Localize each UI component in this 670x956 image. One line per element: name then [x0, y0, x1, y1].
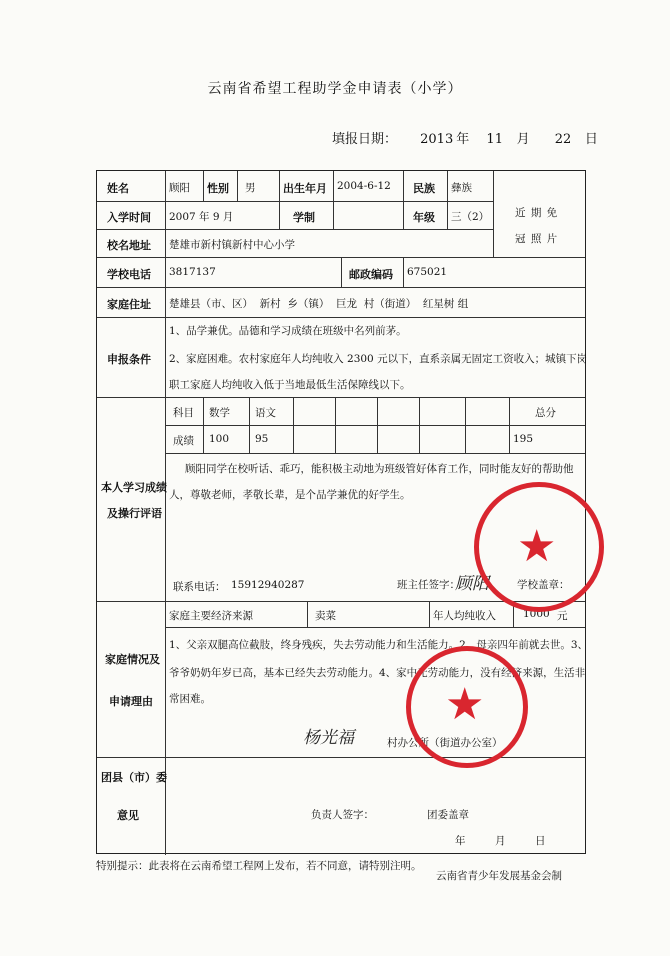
- zip-value: 675021: [407, 266, 448, 278]
- fill-date-month-unit: 月: [516, 132, 530, 147]
- income-unit: 元: [557, 610, 568, 622]
- reason-line2: 爷爷奶奶年岁已高，基本已经失去劳动能力。4、家中无劳动能力，没有经济来源，生活非: [169, 667, 586, 679]
- conditions-line1: 1、品学兼优。品德和学习成绩在班级中名列前茅。: [169, 325, 407, 337]
- school-value: 楚雄市新村镇新村中心小学: [169, 239, 295, 251]
- subject-cell: 语文: [255, 407, 276, 419]
- system-label: 学制: [293, 211, 315, 224]
- fill-date: [332, 128, 598, 147]
- birth-label: 出生年月: [283, 182, 327, 195]
- school-label: 校名地址: [107, 239, 151, 252]
- county-day: 日: [535, 835, 546, 847]
- income-source-value: 卖菜: [315, 610, 336, 622]
- study-label-line2: 及操行评语: [107, 507, 162, 520]
- school-seal-label: 学校盖章：: [517, 579, 570, 591]
- ethnic-label: 民族: [413, 182, 435, 195]
- address-value: 楚雄县（市、区） 新村 乡（镇） 巨龙 村（街道） 红星树 组: [169, 298, 469, 310]
- subject-header: 科目: [173, 407, 194, 419]
- teacher-signature: 顾阳: [455, 574, 489, 594]
- total-header: 总分: [535, 407, 556, 419]
- conditions-line3: 职工家庭人均纯收入低于当地最低生活保障线以下。: [169, 379, 411, 391]
- school-phone-value: 3817137: [169, 266, 216, 278]
- star-icon: ★: [517, 521, 557, 572]
- enroll-value: 2007 年 9 月: [169, 211, 234, 223]
- school-phone-label: 学校电话: [107, 268, 151, 281]
- village-stamp: [406, 646, 528, 768]
- fill-date-day-unit: 日: [584, 132, 598, 147]
- fill-date-month: 11: [486, 132, 503, 147]
- ethnic-value: 彝族: [451, 182, 472, 194]
- address-label: 家庭住址: [107, 298, 151, 311]
- conditions-line2: 2、家庭困难。农村家庭年人均纯收入 2300 元以下，直系亲属无固定工资收入；城镇下岗: [169, 353, 588, 365]
- income-source-label: 家庭主要经济来源: [169, 610, 253, 622]
- county-year: 年: [455, 835, 466, 847]
- comment-line1: 顾阳同学在校听话、乖巧，能积极主动地为班级管好体育工作，同时能友好的帮助他: [185, 463, 574, 475]
- name-label: 姓名: [107, 182, 129, 195]
- study-label-line1: 本人学习成绩: [101, 481, 167, 494]
- fill-date-year-unit: 年: [456, 132, 470, 147]
- birth-value: 2004-6-12: [337, 180, 391, 192]
- income-value: 1000: [523, 608, 550, 620]
- photo-note-line2: 冠 照 片: [515, 233, 559, 245]
- applicant-signature: 杨光福: [303, 728, 354, 748]
- comment-line2: 人，尊敬老师，孝敬长辈，是个品学兼优的好学生。: [169, 489, 411, 501]
- income-label: 年人均纯收入: [433, 610, 496, 622]
- total-score: 195: [513, 433, 534, 445]
- footer-maker: 云南省青少年发展基金会制: [436, 870, 562, 882]
- fill-date-label: 填报日期：: [332, 132, 398, 147]
- fill-date-year: 2013: [420, 132, 454, 147]
- footer-note: 特别提示：此表将在云南希望工程网上发布，若不同意，请特别注明。: [96, 860, 422, 872]
- teacher-sign-label: 班主任签字：: [397, 579, 460, 591]
- family-label-line1: 家庭情况及: [105, 653, 160, 666]
- county-seal-label: 团委盖章: [427, 809, 469, 821]
- star-icon: ★: [445, 679, 485, 730]
- zip-label: 邮政编码: [349, 268, 393, 281]
- gender-label: 性别: [207, 182, 229, 195]
- reason-line3: 常困难。: [169, 693, 211, 705]
- score-header: 成绩: [173, 435, 194, 447]
- gender-value: 男: [245, 182, 256, 194]
- contact-label: 联系电话：: [173, 581, 226, 593]
- county-label-line2: 意见: [117, 809, 139, 822]
- score-cell: 100: [209, 433, 230, 445]
- family-label-line2: 申请理由: [109, 695, 153, 708]
- county-label-line1: 团县（市）委: [101, 771, 167, 784]
- county-sign-label: 负责人签字：: [311, 809, 374, 821]
- conditions-label: 申报条件: [107, 353, 151, 366]
- subject-cell: 数学: [209, 407, 230, 419]
- score-cell: 95: [255, 433, 269, 445]
- county-month: 月: [495, 835, 506, 847]
- fill-date-day: 22: [554, 132, 572, 147]
- form-title: 云南省希望工程助学金申请表（小学）: [207, 81, 463, 97]
- contact-value: 15912940287: [231, 579, 305, 591]
- office-label: 村办公所（街道办公室）: [387, 737, 503, 749]
- grade-value: 三（2）: [451, 211, 490, 223]
- reason-line1: 1、父亲双腿高位截肢，终身残疾，失去劳动能力和生活能力。2、母亲四年前就去世。3、: [169, 639, 589, 651]
- school-stamp: [474, 482, 604, 612]
- photo-note-line1: 近 期 免: [515, 207, 559, 219]
- name-value: 顾阳: [169, 182, 190, 194]
- grade-label: 年级: [413, 211, 435, 224]
- enroll-label: 入学时间: [107, 211, 151, 224]
